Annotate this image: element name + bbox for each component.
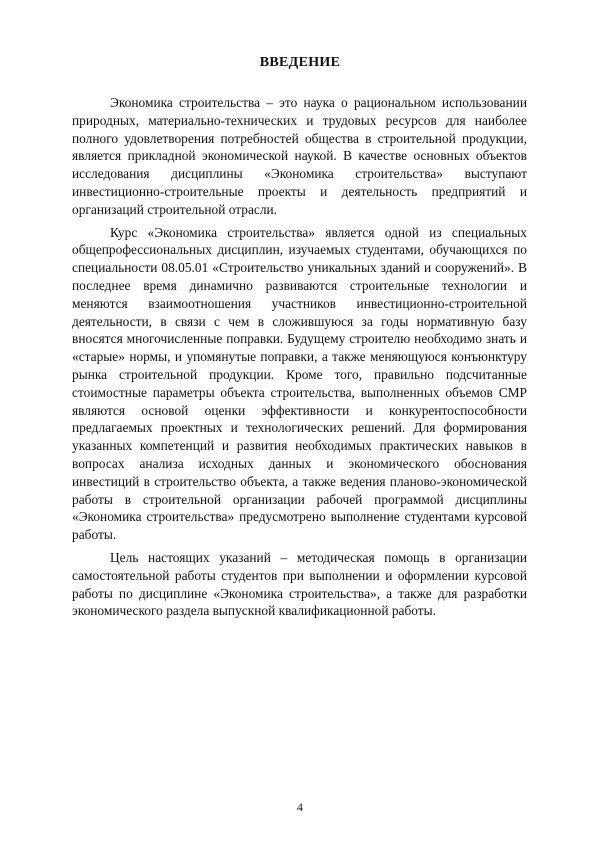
paragraph-2: Курс «Экономика строительства» является одной из специальных общепрофессиональных дисциплин, изучаемых студентами, обучающихся по специальности 08.05.01 «Строительство уникальных зданий и сооружений». В последнее время динамично развиваются строительные технологии и меняются взаимоотношения участников инвестиционно-строительной деятельности, в связи с чем в сложившуюся за годы нормативную базу вносятся многочисленные поправки. Будущему строителю необходимо знать и «старые» нормы, и упомянутые поправки, а также меняющуюся конъюнктуру рынка строительной продукции. Кроме того, правильно подсчитанные стоимостные параметры объекта строительства, выполненных объемов СМР являются основой оценки эффективности и конкурентоспособности предлагаемых проектных и технологических решений. Для формирования указанных компетенций и развития необходимых практических навыков в вопросах анализа исходных данных и экономического обоснования инвестиций в строительство объекта, а также ведения планово-экономической работы в строительной организации рабочей программой дисциплины «Экономика строительства» предусмотрено выполнение студентами курсовой работы. — [72, 224, 527, 543]
paragraph-1: Экономика строительства – это наука о рациональном использовании природных, материально-технических и трудовых ресурсов для наиболее полного удовлетворения потребностей общества в строительной продукции, является прикладной экономической наукой. В качестве основных объектов исследования дисциплины «Экономика строительства» выступают инвестиционно-строительные проекты и деятельность предприятий и организаций строительной отрасли. — [72, 95, 527, 217]
page-title: ВВЕДЕНИЕ — [259, 55, 341, 70]
page-number: 4 — [297, 800, 303, 814]
body-text — [72, 94, 527, 625]
paragraph-3: Цель настоящих указаний – методическая помощь в организации самостоятельной работы студентов при выполнении и оформлении курсовой работы по дисциплине «Экономика строительства», а также для разработки экономического раздела выпускной квалификационной работы. — [72, 549, 527, 619]
